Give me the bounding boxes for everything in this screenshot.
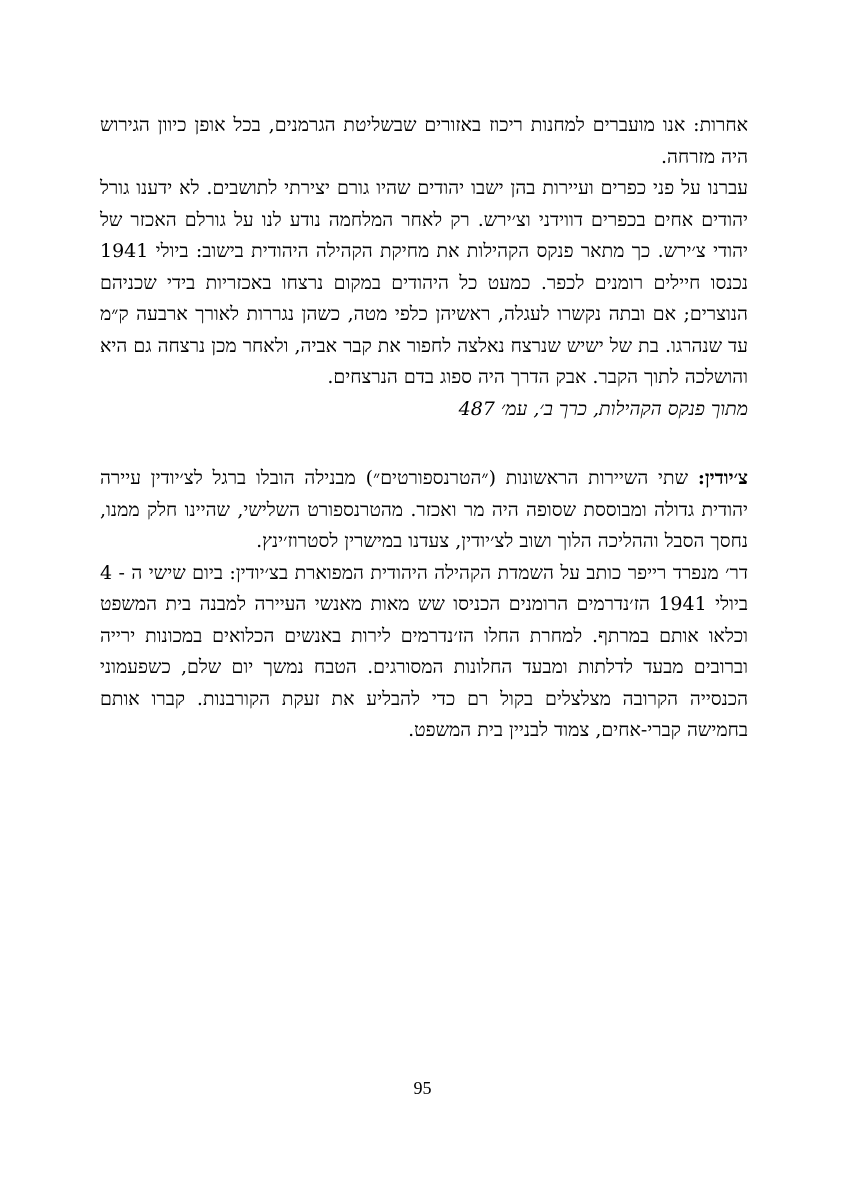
paragraph-deportation-direction: אחרות: אנו מועברים למחנות ריכוז באזורים שבשליטת הגרמנים, בכל אופן כיוון הגירוש היה מזרחה. <box>100 114 748 168</box>
page-number: 95 <box>413 1078 432 1098</box>
section-ciudin <box>100 463 748 747</box>
section-deportation <box>100 110 748 425</box>
paragraph-massacre: דר׳ מנפרד רייפר כותב על השמדת הקהילה היהודית המפוארת בצ׳יודין: ביום שישי ה - 4 ביולי 1941 הז׳נדרמים הרומנים הכניסו שש מאות מאנשי העיירה למבנה בית המשפט וכלאו אותם במרתף. למחרת החלו הז׳נדרמים לירות באנשים הכלואים במכונות ירייה וברובים מבעד לדלתות ומבעד החלונות המסורגים. הטבח נמשך יום שלם, כשפעמוני הכנסייה הקרובה מצלצלים בקול רם כדי להבליע את זעקת הקורבנות. קברו אותם בחמישה קברי-אחים, צמוד לבניין בית המשפט. <box>100 561 748 741</box>
paragraph-villages: עברנו על פני כפרים ועיירות בהן ישבו יהודים שהיו גורם יצירתי לתושבים. לא ידענו גורל יהודים אחים בכפרים דווידני וצ׳ירש. רק לאחר המלחמה נודע לנו על גורלם האכזר של יהודי צ׳ירש. כך מתאר פנקס הקהילות את מחיקת הקהילה היהודית בישוב: ביולי 1941 נכנסו חיילים רומנים לכפר. כמעט כל היהודים במקום נרצחו באכזריות בידי שכניהם הנוצרים; אם ובתה נקשרו לעגלה, ראשיהן כלפי מטה, כשהן נגררות לאורך ארבעה ק״מ עד שנהרגו. בת של ישיש שנרצח נאלצה לחפור את קבר אביה, ולאחר מכן נרצחה גם היא והושלכה לתוך הקבר. אבק הדרך היה ספוג בדם הנרצחים. <box>100 177 748 388</box>
paragraph-ciudin-transports-text: שתי השיירות הראשונות (״הטרנספורטים״) מבנילה הובלו ברגל לצ׳יודין עיירה יהודית גדולה ומבוססת שסופה היה מר ואכזר. מהטרנספורט השלישי, שהיינו חלק ממנו, נחסך הסבל וההליכה הלוך ושוב לצ׳יודין, צעדנו במישרין לסטרוז׳ינץ. <box>100 467 748 552</box>
section-heading-ciudin: צ׳יודין: <box>697 467 748 489</box>
paragraph-ciudin-transports <box>100 463 748 558</box>
source-citation: מתוך פנקס הקהילות, כרך ב׳, עמ׳ 487 <box>458 397 748 420</box>
page-body <box>100 110 748 747</box>
section-divider-space <box>100 425 748 463</box>
